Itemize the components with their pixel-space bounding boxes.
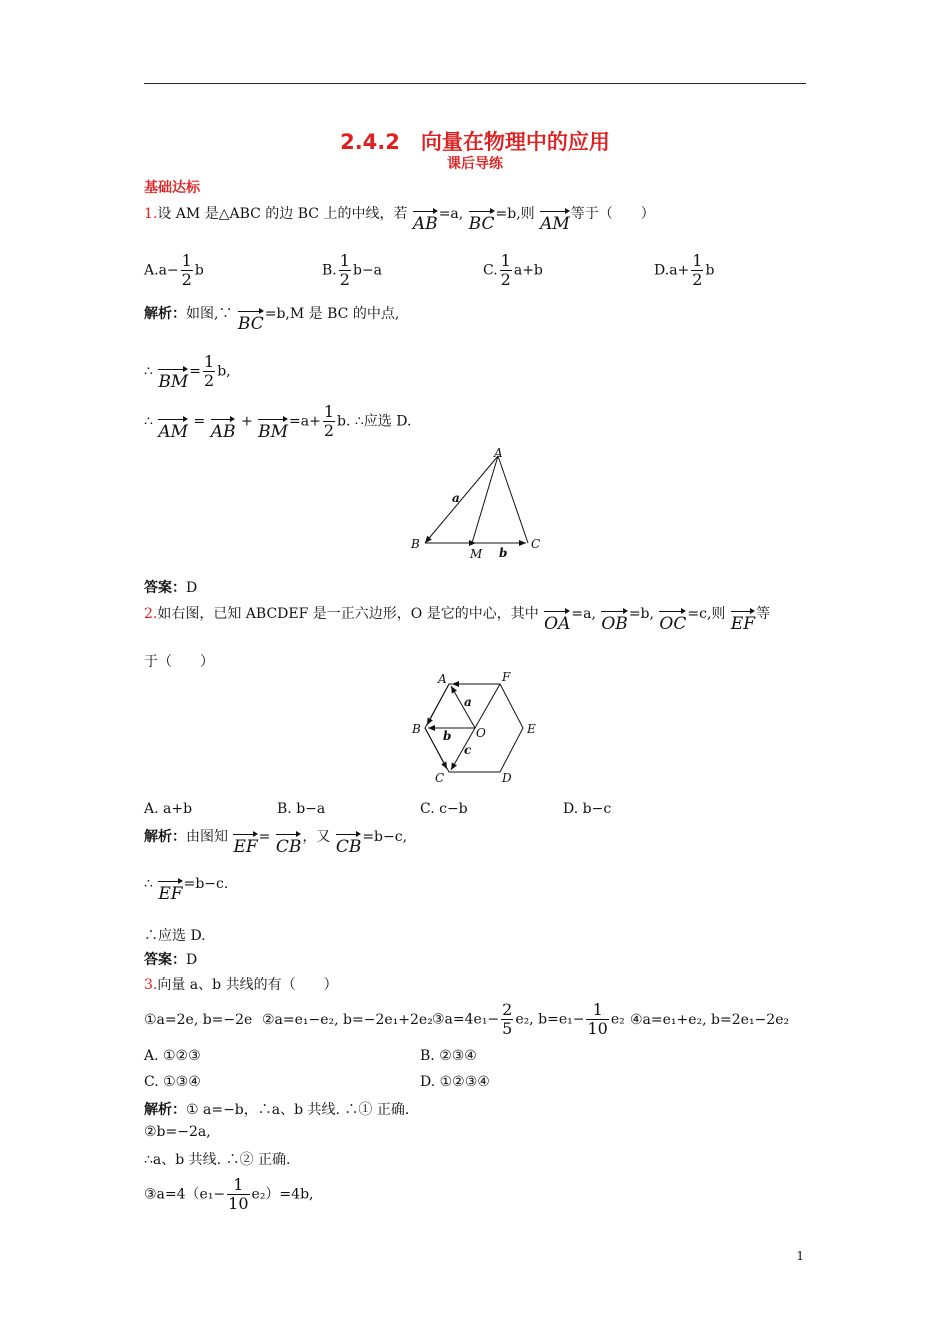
vector-bm: BM xyxy=(158,365,188,391)
solution-text: =a+ xyxy=(289,413,321,430)
denominator: 10 xyxy=(228,1194,249,1213)
q2-answer xyxy=(144,949,197,969)
therefore-symbol: ∴ xyxy=(144,413,153,430)
solution-text: =b−c, xyxy=(362,829,408,845)
label-b: B xyxy=(412,722,421,736)
solution-label: 解析： xyxy=(144,1102,186,1118)
q2-option-c: C. c−b xyxy=(420,801,468,817)
fraction xyxy=(227,1176,249,1213)
q1-text: 设 AM 是△ABC 的边 BC 上的中线，若 xyxy=(157,206,408,222)
q1-option-c xyxy=(483,252,543,289)
fraction xyxy=(586,1001,608,1038)
vector-ob: OB xyxy=(601,607,627,633)
vector-ab: AB xyxy=(211,415,236,441)
q1-text: =a, xyxy=(438,206,464,222)
item-text: e₂, b=e₁− xyxy=(515,1011,585,1028)
denominator: 2 xyxy=(323,421,335,440)
q2-solution-line3: ∴应选 D. xyxy=(144,928,206,944)
option-label: B. xyxy=(322,262,337,279)
q1-stem xyxy=(144,203,655,233)
answer-label: 答案： xyxy=(144,952,186,968)
q1-answer xyxy=(144,577,197,597)
vector-ef: EF xyxy=(233,830,257,856)
vector-ab: AB xyxy=(413,207,438,233)
numerator: 1 xyxy=(181,251,192,270)
label-a: A xyxy=(438,672,447,686)
vector-ef: EF xyxy=(158,877,182,903)
q3-item-3 xyxy=(432,1001,625,1038)
solution-text: =b,M 是 BC 的中点, xyxy=(264,306,400,322)
label-vector-b: b xyxy=(499,546,508,560)
numerator: 2 xyxy=(502,1000,513,1019)
option-label: D. xyxy=(654,262,670,279)
solution-text: ① a=−b，∴a、b 共线. ∴① 正确. xyxy=(186,1102,410,1118)
option-label: C. xyxy=(483,262,498,279)
therefore-symbol: ∴ xyxy=(144,876,153,892)
q3-option-a: A. ①②③ xyxy=(144,1048,201,1064)
q2-text: =b, xyxy=(628,606,654,622)
denominator: 5 xyxy=(502,1019,513,1038)
solution-label: 解析： xyxy=(144,829,186,845)
q1-solution-line2 xyxy=(144,353,231,391)
fraction xyxy=(691,252,703,289)
q2-solution-line1 xyxy=(144,826,407,856)
q1-solution-line3 xyxy=(144,403,411,441)
label-f: F xyxy=(502,670,511,684)
solution-text: =b−c. xyxy=(183,876,229,892)
fraction xyxy=(323,403,335,440)
option-label: A. xyxy=(144,262,159,279)
fraction xyxy=(339,252,351,289)
q1-text: =b,则 xyxy=(495,206,535,222)
hexagon-figure xyxy=(402,666,550,790)
solution-text: e₂）=4b, xyxy=(251,1186,314,1203)
q1-option-a xyxy=(144,252,204,289)
q3-solution-line3: ∴a、b 共线. ∴② 正确. xyxy=(144,1152,291,1168)
q2-number: 2. xyxy=(144,606,158,622)
page-subtitle: 课后导练 xyxy=(447,156,503,172)
vector-am: AM xyxy=(540,207,570,233)
numerator: 1 xyxy=(339,251,350,270)
vector-ef: EF xyxy=(731,607,755,633)
q3-option-c: C. ①③④ xyxy=(144,1074,201,1090)
vector-oc-line xyxy=(451,728,475,770)
option-text: a− xyxy=(158,262,179,279)
vector-bm: BM xyxy=(258,415,288,441)
q3-option-b: B. ②③④ xyxy=(420,1048,477,1064)
q3-solution-line2: ②b=−2a, xyxy=(144,1124,211,1140)
equals-sign: = xyxy=(193,413,206,430)
item-text: ③a=4e₁− xyxy=(432,1011,500,1028)
side-ac-line xyxy=(498,456,528,543)
label-c-point: C xyxy=(531,537,541,551)
solution-text: b. ∴应选 D. xyxy=(337,413,412,430)
q3-option-d: D. ①②③④ xyxy=(420,1074,490,1090)
therefore-symbol: ∴ xyxy=(144,363,153,380)
fraction xyxy=(203,353,215,390)
solution-text: ③a=4（e₁− xyxy=(144,1186,226,1203)
vector-ab-line xyxy=(427,684,449,725)
label-o: O xyxy=(476,726,486,740)
q3-stem xyxy=(144,974,338,994)
numerator: 1 xyxy=(586,1001,608,1020)
label-vector-b: b xyxy=(443,729,452,743)
solution-text: ，又 xyxy=(302,829,331,845)
q3-solution-line1 xyxy=(144,1099,409,1119)
numerator: 1 xyxy=(500,251,511,270)
solution-text: = xyxy=(189,363,202,380)
q2-option-d: D. b−c xyxy=(563,801,612,817)
equals-sign: = xyxy=(258,829,271,845)
label-a-point: A xyxy=(494,446,503,460)
denominator: 2 xyxy=(204,371,215,390)
segment-of xyxy=(475,684,500,728)
answer-label: 答案： xyxy=(144,580,186,596)
vector-oa: OA xyxy=(544,607,570,633)
numerator: 1 xyxy=(204,352,215,371)
solution-text: 由图知 xyxy=(186,829,228,845)
page-title: 2.4.2 向量在物理中的应用 xyxy=(340,130,610,154)
q3-item-4: ④a=e₁+e₂, b=2e₁−2e₂ xyxy=(630,1012,790,1028)
denominator: 10 xyxy=(587,1019,608,1038)
q1-number: 1. xyxy=(144,206,158,222)
plus-sign: + xyxy=(240,413,253,430)
numerator: 1 xyxy=(323,402,335,421)
label-c: C xyxy=(435,771,445,785)
triangle-figure xyxy=(400,444,560,566)
q2-solution-line2 xyxy=(144,876,228,903)
q2-option-b: B. b−a xyxy=(277,801,326,817)
option-text: a+ xyxy=(669,262,690,279)
label-d: D xyxy=(502,771,512,785)
vector-oc: OC xyxy=(659,607,686,633)
vector-a-line xyxy=(425,456,498,543)
option-text: b xyxy=(194,262,204,279)
denominator: 2 xyxy=(339,270,350,289)
fraction xyxy=(500,252,512,289)
item-text: e₂ xyxy=(610,1011,625,1028)
page-number: 1 xyxy=(796,1249,804,1263)
numerator: 1 xyxy=(227,1176,249,1195)
q3-solution-line4 xyxy=(144,1176,313,1213)
q3-item-1: ①a=2e, b=−2e xyxy=(144,1012,253,1028)
vector-bc: BC xyxy=(469,207,495,233)
q3-text: 向量 a、b 共线的有（ ） xyxy=(157,977,338,993)
label-vector-a: a xyxy=(452,491,460,505)
vector-bc: BC xyxy=(238,307,264,333)
label-m-point: M xyxy=(470,547,483,561)
option-text: b−a xyxy=(352,262,382,279)
answer-value: D xyxy=(186,580,198,596)
q1-text: 等于（ ） xyxy=(570,206,655,222)
label-vector-a: a xyxy=(464,695,472,709)
q2-stem-cont: 于（ ） xyxy=(144,654,214,670)
q3-number: 3. xyxy=(144,977,158,993)
label-e: E xyxy=(527,722,536,736)
q2-stem xyxy=(144,603,770,633)
label-b-point: B xyxy=(411,537,420,551)
denominator: 2 xyxy=(500,270,511,289)
q2-text: 等 xyxy=(756,606,771,622)
q1-option-d xyxy=(654,252,714,289)
label-vector-c: c xyxy=(464,743,472,757)
numerator: 1 xyxy=(692,251,703,270)
vector-cb: CB xyxy=(336,830,362,856)
solution-text: b, xyxy=(217,363,231,380)
q3-item-2: ②a=e₁−e₂, b=−2e₁+2e₂ xyxy=(262,1012,433,1028)
fraction xyxy=(501,1001,513,1038)
median-line xyxy=(472,456,498,543)
answer-value: D xyxy=(186,952,198,968)
header-rule xyxy=(144,83,806,84)
vector-am: AM xyxy=(158,415,188,441)
solution-text: 如图,∵ xyxy=(186,306,233,322)
section-heading: 基础达标 xyxy=(144,180,200,196)
q2-text: =c,则 xyxy=(687,606,726,622)
q2-option-a: A. a+b xyxy=(144,801,193,817)
fraction xyxy=(181,252,193,289)
solution-label: 解析： xyxy=(144,306,186,322)
option-text: b xyxy=(705,262,715,279)
denominator: 2 xyxy=(181,270,192,289)
vector-cb: CB xyxy=(276,830,302,856)
q2-text: 如右图，已知 ABCDEF 是一正六边形，O 是它的中心，其中 xyxy=(157,606,539,622)
denominator: 2 xyxy=(692,270,703,289)
q1-solution-line1 xyxy=(144,303,399,333)
q1-option-b xyxy=(322,252,382,289)
q2-text: =a, xyxy=(571,606,596,622)
option-text: a+b xyxy=(513,262,543,279)
